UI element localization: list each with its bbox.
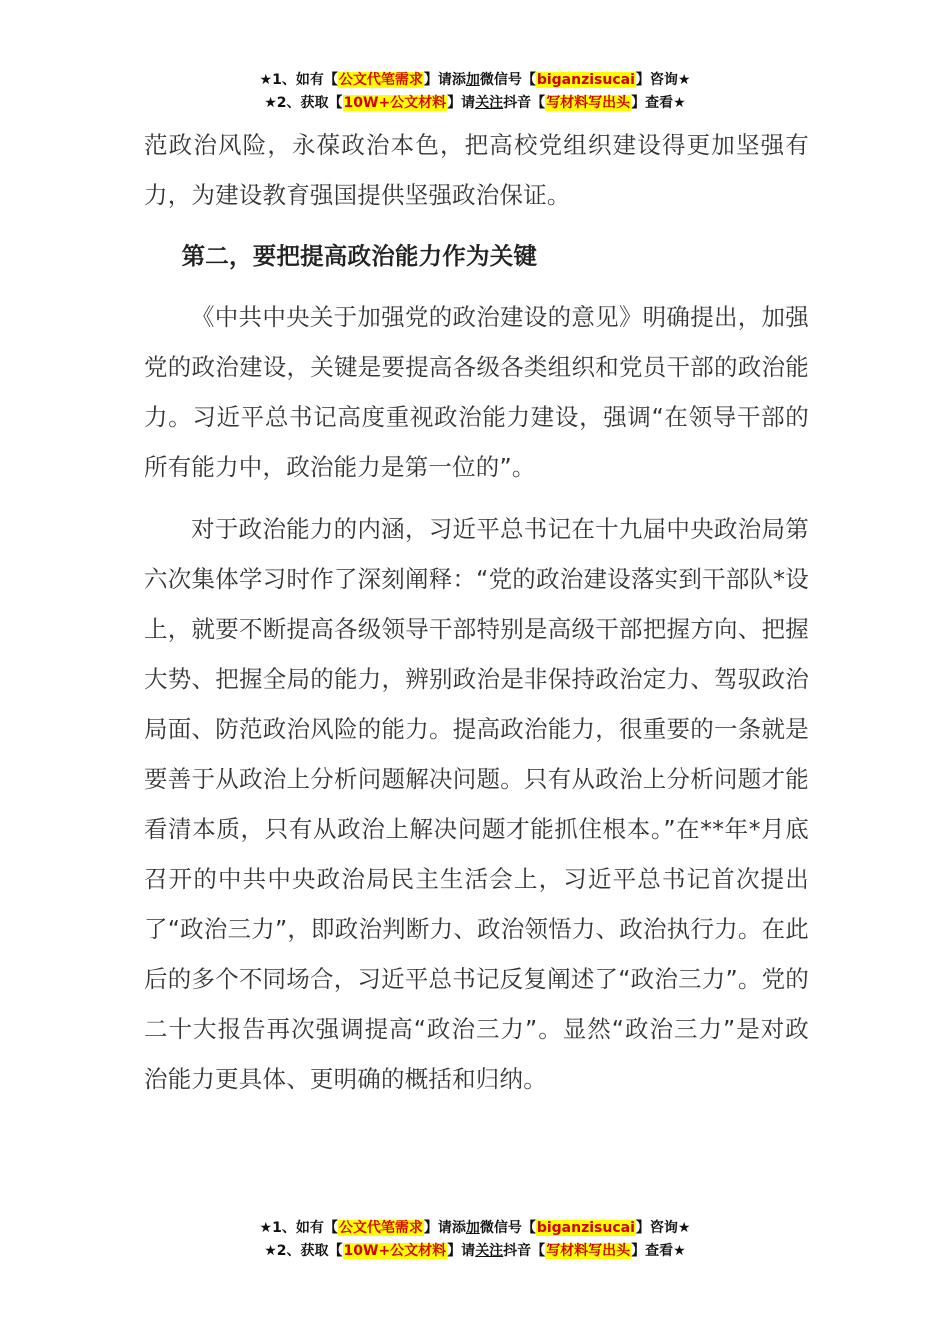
- footer-line-2-mid2: 抖音【: [503, 1243, 546, 1259]
- banner-line-1-underlined: 加: [465, 72, 480, 88]
- banner-line-2: [0, 92, 950, 115]
- footer-banner: [0, 1217, 950, 1263]
- footer-line-2: [0, 1240, 950, 1263]
- paragraph-1: 《中共中央关于加强党的政治建设的意见》明确提出，加强党的政治建设，关键是要提高各级各类组织和党员干部的政治能力。习近平总书记高度重视政治能力建设，强调“在领导干部的所有能力中，政治能力是第一位的”。: [144, 303, 809, 481]
- footer-line-1-underlined: 加: [465, 1220, 480, 1236]
- banner-line-1: [0, 69, 950, 92]
- header-banner: [0, 69, 950, 115]
- paragraph-intro: 范政治风险，永葆政治本色，把高校党组织建设得更加坚强有力，为建设教育强国提供坚强政治保证。: [144, 131, 809, 209]
- highlight-service: 公文代笔需求: [338, 72, 423, 88]
- banner-line-2-prefix: ★2、获取【: [264, 95, 343, 111]
- paragraph-spacer: [144, 492, 809, 504]
- footer-line-2-suffix: 】查看★: [631, 1243, 686, 1259]
- banner-line-1-mid2: 微信号【: [479, 72, 536, 88]
- footer-line-1-prefix: ★1、如有【: [259, 1220, 338, 1236]
- footer-line-1-mid2: 微信号【: [479, 1220, 536, 1236]
- highlight-materials: 10W+公文材料: [343, 95, 447, 111]
- footer-line-2-mid1: 】请: [447, 1243, 476, 1259]
- footer-highlight-service: 公文代笔需求: [338, 1220, 423, 1236]
- footer-highlight-materials: 10W+公文材料: [343, 1243, 447, 1259]
- paragraph-2: 对于政治能力的内涵，习近平总书记在十九届中央政治局第六次集体学习时作了深刻阐释：“党的政治建设落实到干部队*设上，就要不断提高各级领导干部特别是高级干部把握方向、把握大势、把握全局的能力，辨别政治是非保持政治定力、驾驭政治局面、防范政治风险的能力。提高政治能力，很重要的一条就是要善于从政治上分析问题解决问题。只有从政治上分析问题才能看清本质，只有从政治上解决问题才能抓住根本。”在**年*月底召开的中共中央政治局民主生活会上，习近平总书记首次提出了“政治三力”，即政治判断力、政治领悟力、政治执行力。在此后的多个不同场合，习近平总书记反复阐述了“政治三力”。党的二十大报告再次强调提高“政治三力”。显然“政治三力”是对政治能力更具体、更明确的概括和归纳。: [144, 515, 809, 1093]
- footer-highlight-douyin-account: 写材料写出头: [546, 1243, 631, 1259]
- highlight-wechat-id: biganzisucai: [536, 72, 635, 88]
- footer-line-2-prefix: ★2、获取【: [264, 1243, 343, 1259]
- footer-line-2-underlined: 关注: [475, 1243, 504, 1259]
- footer-line-1: [0, 1217, 950, 1240]
- banner-line-2-mid1: 】请: [447, 95, 476, 111]
- footer-line-1-suffix: 】咨询★: [635, 1220, 691, 1236]
- banner-line-2-underlined: 关注: [475, 95, 504, 111]
- banner-line-1-mid1: 】请添: [423, 72, 466, 88]
- banner-line-1-prefix: ★1、如有【: [259, 72, 338, 88]
- footer-highlight-wechat-id: biganzisucai: [536, 1220, 635, 1236]
- document-body: [144, 120, 809, 1104]
- footer-line-1-mid1: 】请添: [423, 1220, 466, 1236]
- banner-line-1-suffix: 】咨询★: [635, 72, 691, 88]
- banner-line-2-suffix: 】查看★: [631, 95, 686, 111]
- banner-line-2-mid2: 抖音【: [503, 95, 546, 111]
- section-heading: 第二，要把提高政治能力作为关键: [181, 242, 538, 270]
- highlight-douyin-account: 写材料写出头: [546, 95, 631, 111]
